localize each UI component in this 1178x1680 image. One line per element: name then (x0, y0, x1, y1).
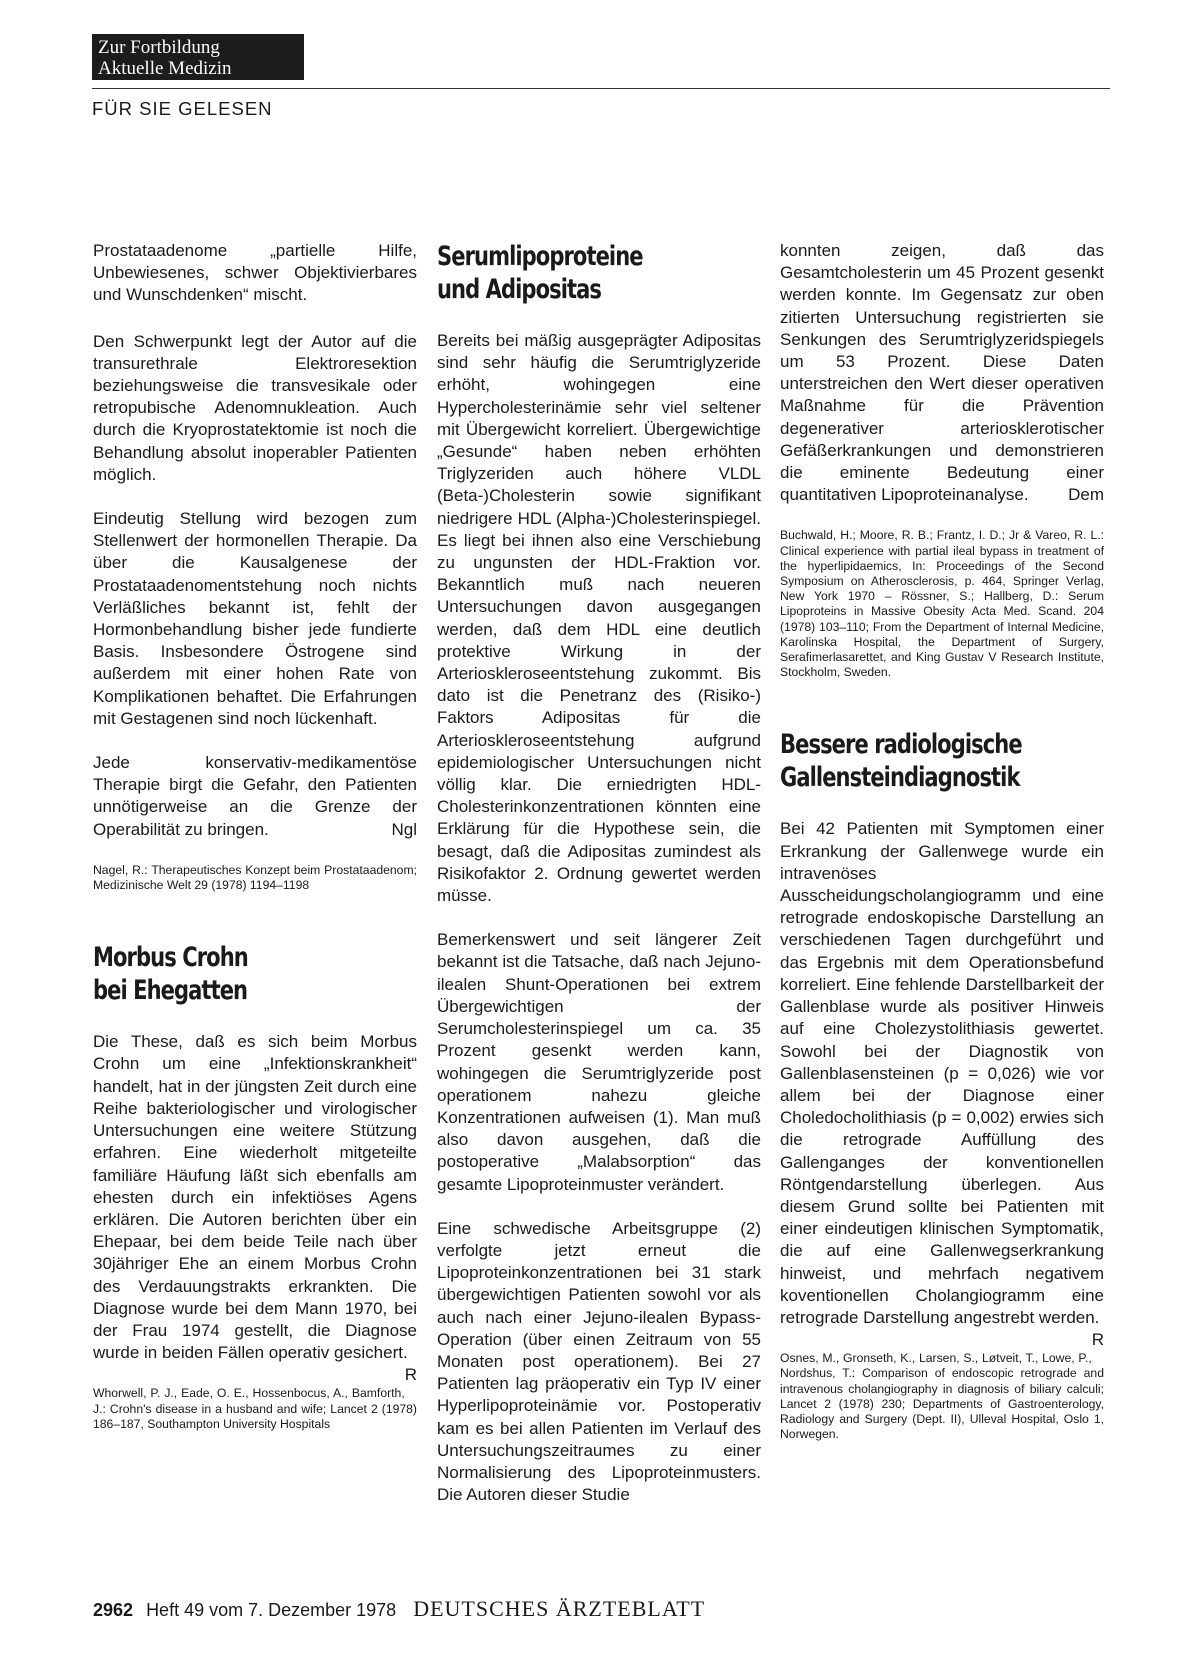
col1-paragraph-3: Eindeutig Stellung wird bezogen zum Stellenwert der hormonellen Therapie. Da über die Kausalgenese der Prostataadenomentstehung noch nichts Verläßliches bekannt ist, fehlt der Hormonbehandlung bisher jede fundierte Basis. Insbesondere Östrogene sind außerdem mit einer hohen Rate von Komplikationen behaftet. Die Erfahrungen mit Gestagenen sind noch lückenhaft. (93, 509, 417, 728)
reference-citation: Whorwell, P. J., Eade, O. E., Hossenbocus, A., Bamforth, J.: Crohn's disease in a husband and wife; Lancet 2 (1978) 186–187, Southampton University Hospitals (93, 1386, 417, 1431)
article-heading-serumlipoproteine (437, 240, 766, 306)
col3-paragraph-2-text: Bei 42 Patienten mit Symptomen einer Erkrankung der Gallenwege wurde ein intravenöses Ausscheidungscholangiogramm und eine retrograde endoskopische Darstellung an verschiedenen Tagen durchgeführt und das Ergebnis mit dem Operationsbefund korreliert. Eine fehlende Darstellbarkeit der Gallenblase wurde als positiver Hinweis auf eine Cholezystolithiasis gewertet. Sowohl bei der Diagnostik von Gallenblasensteinen (p = 0,026) wie vor allem bei der Diagnose einer Choledocholithiasis (p = 0,002) erwies sich die retrograde Auffüllung des Gallenganges der konventionellen Röntgendarstellung überlegen. Aus diesem Grund sollte bei Patienten mit einer eindeutigen klinischen Symptomatik, die auf eine Gallenwegserkrankung hinweist, und mehrfach negativem koventionellen Cholangiogramm eine retrograde Darstellung angestrebt werden. (780, 819, 1104, 1327)
author-signature: R (404, 1365, 417, 1385)
column-2 (437, 240, 761, 1506)
reference-citation: Osnes, M., Gronseth, K., Larsen, S., Løtveit, T., Lowe, P., Nordshus, T.: Comparison of endoscopic retrograde and intravenous cholangiography in diagnosis of biliary calculi; Lancet 2 (1978) 230; Departments of Gastroenterology, Radiology and Surgery (Dept. II), Ulleval Hospital, Oslo 1, Norwegen. (780, 1351, 1104, 1442)
heading-line-2: und Adipositas (437, 274, 601, 305)
heading-line-1: Bessere radiologische (780, 729, 1022, 761)
issue-info: Heft 49 vom 7. Dezember 1978 (146, 1600, 397, 1620)
reference-citation: Buchwald, H.; Moore, R. B.; Frantz, I. D.; Jr & Vareo, R. L.: Clinical experience with partial ileal bypass in treatment of the hyperlipidaemics, In: Proceedings of the Second Symposium on Atherosclerosis, p. 464, Springer Verlag, New York 1970 – Rössner, S.; Hallberg, D.: Serum Lipoproteins in Massive Obesity Acta Med. Scand. 204 (1978) 103–110; From the Department of Internal Medicine, Karolinska Hospital, the Department of Surgery, Serafimerlasarettet, and King Gustav V Research Institute, Stockholm, Sweden. (780, 528, 1104, 680)
col1-paragraph-1: Prostataadenome „partielle Hilfe, Unbewiesenes, schwer Objektivierbares und Wunschdenken“ mischt. (93, 241, 417, 305)
rubric-line-2: Aktuelle Medizin (98, 58, 232, 79)
header-rule (92, 88, 1110, 89)
author-signature: Dem (1068, 485, 1104, 505)
page-footer (93, 1596, 705, 1622)
col1-paragraph-4 (93, 752, 417, 841)
journal-name: DEUTSCHES ÄRZTEBLATT (413, 1596, 706, 1621)
col1-paragraph-2: Den Schwerpunkt legt der Autor auf die transurethrale Elektroresektion beziehungsweise die transvesikale oder retropubische Adenomnukleation. Auch durch die Kryoprostatektomie ist noch die Behandlung absolut inoperabler Patienten möglich. (93, 331, 417, 484)
col3-paragraph-1-text: konnten zeigen, daß das Gesamtcholesterin um 45 Prozent gesenkt werden konnte. Im Gegensatz zur oben zitierten Untersuchung registrierten sie Senkungen des Serumtriglyzeridspiegels um 53 Prozent. Diese Daten unterstreichen den Wert dieser operativen Maßnahme für die Prävention degenerativer arteriosklerotischer Gefäßerkrankungen und demonstrieren die eminente Bedeutung einer quantitativen Lipoproteinanalyse. (780, 241, 1104, 505)
page-number: 2962 (93, 1600, 134, 1620)
article-heading-morbus-crohn (93, 941, 422, 1007)
heading-line-1: Morbus Crohn (93, 942, 248, 974)
col1-paragraph-5 (93, 1031, 417, 1385)
column-3 (780, 240, 1104, 1442)
col2-paragraph-3: Eine schwedische Arbeitsgruppe (2) verfolgte jetzt erneut die Lipoproteinkonzentrationen bei 31 stark übergewichtigen Patienten sowohl vor als auch nach einer Jejuno-ilealen Bypass-Operation (über einen Zeitraum von 55 Monaten post operationem). Bei 27 Patienten lag präoperativ ein Typ IV einer Hyperlipoproteinämie vor. Postoperativ kam es bei allen Patienten im Verlauf des Untersuchungszeitraumes zu einer Normalisierung des Lipoproteinmusters. Die Autoren dieser Studie (437, 1218, 761, 1505)
author-signature: Ngl (391, 819, 417, 839)
heading-line-2: Gallensteindiagnostik (780, 762, 1020, 794)
column-1 (93, 240, 417, 1432)
col3-paragraph-2 (780, 818, 1104, 1350)
col2-paragraph-1: Bereits bei mäßig ausgeprägter Adipositas sind sehr häufig die Serumtriglyzeride erhöht, wohingegen eine Hypercholesterinämie sehr viel seltener mit Übergewicht korreliert. Übergewichtige „Gesunde“ haben neben erhöhten Triglyzeriden auch höhere VLDL (Beta-)Cholesterin sowie signifikant niedrigere HDL (Alpha-)Cholesterinspiegel. Es liegt bei ihnen also eine Verschiebung zu ungunsten der HDL-Fraktion vor. Bekanntlich muß nach neueren Untersuchungen davon ausgegangen werden, daß dem HDL eine deutlich protektive Wirkung in der Arterioskleroseentstehung zukommt. Bis dato ist die Penetranz des (Risiko-) Faktors Adipositas für die Arterioskleroseentstehung aufgrund epidemiologischer Untersuchungen nicht völlig klar. Die erniedrigten HDL-Cholesterinkonzentrationen könnten eine Erklärung für die Hypothese sein, die besagt, daß die Adipositas zumindest als Risikofaktor 2. Ordnung gewertet werden müsse. (437, 331, 761, 906)
col2-paragraph-2: Bemerkenswert und seit längerer Zeit bekannt ist die Tatsache, daß nach Jejuno-ilealen Shunt-Operationen bei extrem Übergewichtigen der Serumcholesterinspiegel um ca. 35 Prozent gesenkt werden kann, wohingegen die Serumtriglyzeride post operationem nahezu gleiche Konzentrationen aufweisen (1). Man muß also davon ausgehen, daß die postoperative „Malabsorption“ das gesamte Lipoproteinmuster verändert. (437, 930, 761, 1194)
author-signature: R (1091, 1330, 1104, 1350)
rubric-line-1: Zur Fortbildung (98, 37, 220, 58)
section-title: FÜR SIE GELESEN (92, 98, 273, 119)
col3-paragraph-1 (780, 240, 1104, 506)
heading-line-1: Serumlipoproteine (437, 241, 643, 272)
heading-line-2: bei Ehegatten (93, 975, 248, 1007)
col1-paragraph-5-text: Die These, daß es sich beim Morbus Crohn um eine „Infektionskrankheit“ handelt, hat in der jüngsten Zeit durch eine Reihe bakteriologischer und virologischer Untersuchungen eine weitere Stützung erfahren. Eine wiederholt mitgeteilte familiäre Häufung läßt sich ebenfalls am ehesten durch ein infektiöses Agens erklären. Die Autoren berichten über ein Ehepaar, bei dem beide Teile nach über 30jähriger Ehe an einem Morbus Crohn des Verdauungstrakts erkrankten. Die Diagnose wurde bei dem Mann 1970, bei der Frau 1974 gestellt, die Diagnose wurde in beiden Fällen operativ gesichert. (93, 1032, 417, 1363)
reference-citation: Nagel, R.: Therapeutisches Konzept beim Prostataadenom; Medizinische Welt 29 (1978) 1194–1198 (93, 862, 417, 893)
rubric-box (92, 34, 304, 80)
article-heading-radiologische-diagnostik (780, 728, 1109, 794)
col1-paragraph-4-text: Jede konservativ-medikamentöse Therapie birgt die Gefahr, den Patienten unnötigerweise an die Grenze der Operabilität zu bringen. (93, 753, 417, 839)
